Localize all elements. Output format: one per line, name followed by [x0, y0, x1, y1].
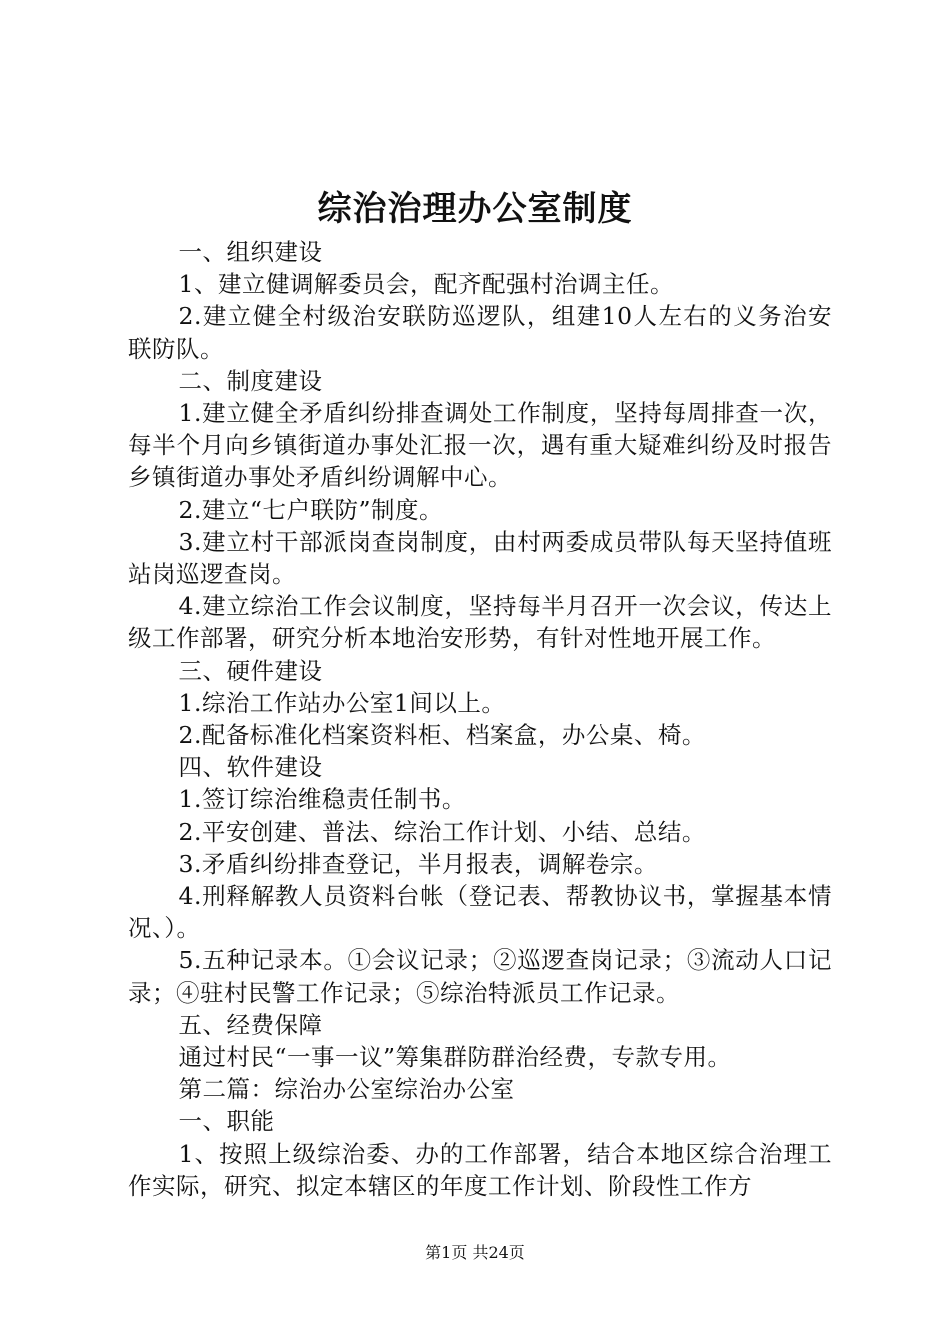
paragraph: 4.刑释解教人员资料台帐（登记表、帮教协议书，掌握基本情况、）。: [128, 882, 832, 943]
paragraph: 1.签订综治维稳责任制书。: [178, 785, 466, 814]
paragraph: 1、建立健调解委员会，配齐配强村治调主任。: [178, 270, 674, 299]
paragraph: 5.五种记录本。①会议记录；②巡逻查岗记录；③流动人口记录；④驻村民警工作记录；⑤综治特派员工作记录。: [128, 946, 832, 1007]
paragraph: 一、职能: [178, 1107, 275, 1136]
paragraph: 五、经费保障: [178, 1010, 323, 1039]
paragraph: 2.建立“七户联防”制度。: [178, 495, 443, 524]
paragraph: 2.建立健全村级治安联防巡逻队，组建10人左右的义务治安联防队。: [128, 302, 832, 363]
paragraph: 二、制度建设: [178, 366, 323, 395]
paragraph: 3.建立村干部派岗查岗制度，由村两委成员带队每天坚持值班站岗巡逻查岗。: [128, 527, 832, 589]
paragraph: 2.平安创建、普法、综治工作计划、小结、总结。: [178, 817, 706, 846]
paragraph: 4.建立综治工作会议制度，坚持每半月召开一次会议，传达上级工作部署，研究分析本地治安形势，有针对性地开展工作。: [128, 592, 832, 653]
paragraph: 3.矛盾纠纷排查登记，半月报表，调解卷宗。: [178, 849, 658, 878]
paragraph: 四、软件建设: [178, 753, 323, 782]
document-title: 综治治理办公室制度: [317, 189, 633, 229]
paragraph: 通过村民“一事一议”筹集群防群治经费，专款专用。: [178, 1043, 732, 1072]
paragraph: 1、按照上级综治委、办的工作部署，结合本地区综合治理工作实际，研究、拟定本辖区的年度工作计划、阶段性工作方: [128, 1139, 832, 1200]
page-number-footer: 第1页 共24页: [425, 1243, 525, 1262]
paragraph: 第二篇：综治办公室综治办公室: [178, 1075, 515, 1104]
paragraph: 2.配备标准化档案资料柜、档案盒，办公桌、椅。: [178, 721, 706, 750]
paragraph: 1.建立健全矛盾纠纷排查调处工作制度，坚持每周排查一次，每半个月向乡镇街道办事处汇报一次，遇有重大疑难纠纷及时报告乡镇街道办事处矛盾纠纷调解中心。: [128, 399, 832, 492]
paragraph: 三、硬件建设: [178, 656, 323, 685]
paragraph: 一、组织建设: [178, 238, 323, 266]
document-body: [128, 236, 832, 1202]
paragraph: 1.综治工作站办公室1间以上。: [178, 688, 506, 717]
